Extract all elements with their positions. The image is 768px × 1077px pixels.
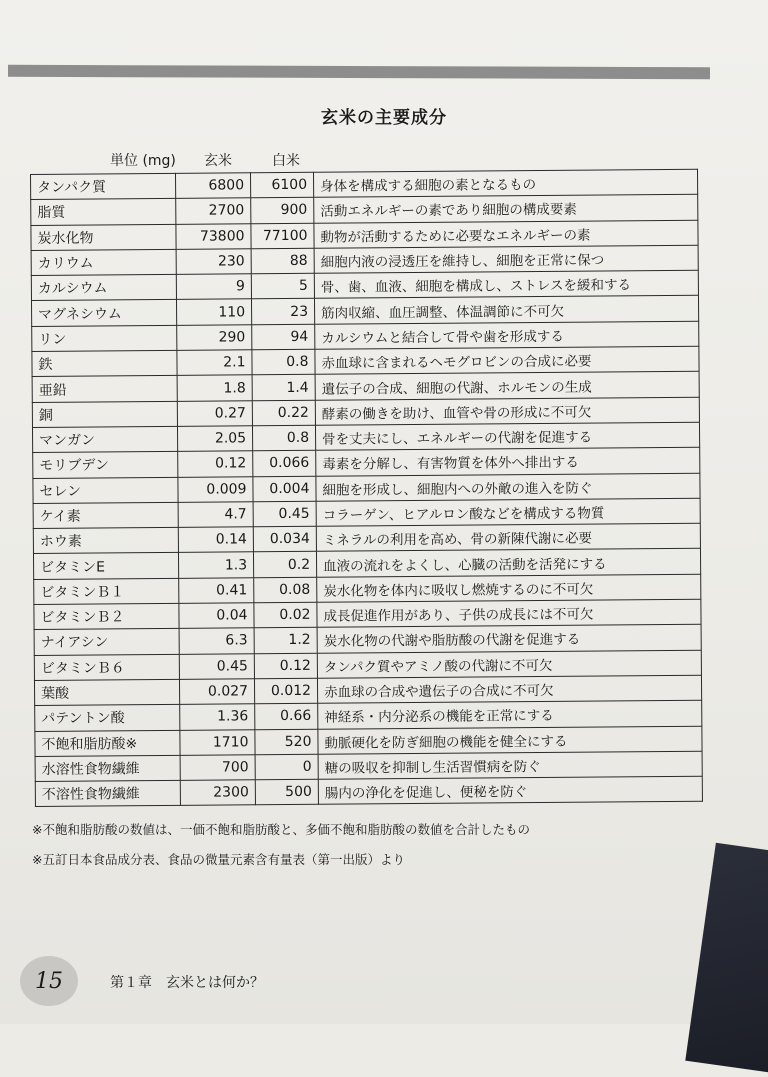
white-rice-value: 0.45 <box>253 501 316 527</box>
background-fabric <box>685 843 768 1077</box>
nutrient-description: 炭水化物を体内に吸収し燃焼するのに不可欠 <box>317 574 701 602</box>
brown-rice-value: 73800 <box>176 223 251 249</box>
nutrient-description: 酵素の働きを助け、血管や骨の形成に不可欠 <box>315 397 699 425</box>
nutrient-description: 身体を構成する細胞の素となるもの <box>313 169 697 197</box>
brown-rice-value: 1.36 <box>180 704 255 730</box>
nutrient-name: ビタミンE <box>33 553 178 579</box>
nutrient-name: モリブデン <box>33 452 178 478</box>
nutrient-table <box>30 169 703 808</box>
nutrient-name: ケイ素 <box>33 502 178 528</box>
nutrient-name: カリウム <box>31 249 176 275</box>
nutrient-description: 成長促進作用があり、子供の成長には不可欠 <box>317 599 701 627</box>
brown-rice-value: 6800 <box>175 173 250 199</box>
white-rice-value: 6100 <box>250 172 313 198</box>
page-number <box>20 956 78 1006</box>
brown-rice-value: 2.05 <box>177 426 252 452</box>
nutrient-description: 細胞内液の浸透圧を維持し、細胞を正常に保つ <box>314 245 698 273</box>
brown-rice-value: 1710 <box>180 729 255 755</box>
brown-rice-value: 230 <box>176 249 251 275</box>
nutrient-description: 糖の吸収を抑制し生活習慣病を防ぐ <box>318 751 702 779</box>
nutrient-name: ビタミンＢ１ <box>34 578 179 604</box>
nutrient-description: カルシウムと結合して骨や歯を形成する <box>315 321 699 349</box>
brown-rice-value: 0.41 <box>179 578 254 604</box>
brown-rice-value: 0.12 <box>178 451 253 477</box>
nutrient-name: 鉄 <box>32 350 177 376</box>
nutrient-name: ナイアシン <box>34 629 179 655</box>
white-rice-value: 0.2 <box>253 552 316 578</box>
white-rice-value: 0.66 <box>255 703 318 729</box>
white-rice-value: 23 <box>251 299 314 325</box>
nutrient-name: パテントン酸 <box>35 705 180 731</box>
brown-rice-value: 0.04 <box>179 603 254 629</box>
nutrient-description: コラーゲン、ヒアルロン酸などを構成する物質 <box>316 498 700 526</box>
brown-rice-value: 1.8 <box>177 375 252 401</box>
nutrient-description: ミネラルの利用を高め、骨の新陳代謝に必要 <box>316 523 700 551</box>
nutrient-description: タンパク質やアミノ酸の代謝に不可欠 <box>317 650 701 678</box>
nutrient-description: 腸内の浄化を促進し、便秘を防ぐ <box>318 776 702 804</box>
nutrient-name: マグネシウム <box>31 300 176 326</box>
white-rice-value: 0.004 <box>253 476 316 502</box>
nutrient-description: 毒素を分解し、有害物質を体外へ排出する <box>316 448 700 476</box>
brown-rice-value: 6.3 <box>179 628 254 654</box>
white-rice-value: 0.02 <box>254 602 317 628</box>
white-rice-value: 0.22 <box>252 400 315 426</box>
nutrient-description: 血液の流れをよくし、心臓の活動を活発にする <box>316 549 700 577</box>
white-rice-value: 0.12 <box>254 653 317 679</box>
white-rice-value: 900 <box>251 198 314 224</box>
nutrient-description: 動物が活動するために必要なエネルギーの素 <box>314 220 698 248</box>
white-rice-value: 5 <box>251 273 314 299</box>
white-rice-value: 0.034 <box>253 526 316 552</box>
nutrient-name: リン <box>32 325 177 351</box>
brown-rice-value: 2.1 <box>177 350 252 376</box>
nutrient-description: 遺伝子の合成、細胞の代謝、ホルモンの生成 <box>315 372 699 400</box>
brown-rice-value: 2300 <box>180 780 255 806</box>
nutrient-name: ビタミンＢ２ <box>34 603 179 629</box>
nutrient-name: 不溶性食物繊維 <box>35 780 180 806</box>
brown-rice-value: 0.14 <box>178 527 253 553</box>
brown-rice-value: 700 <box>180 755 255 781</box>
nutrient-description: 骨、歯、血液、細胞を構成し、ストレスを緩和する <box>314 270 698 298</box>
white-rice-value: 1.2 <box>254 628 317 654</box>
white-rice-value: 94 <box>252 324 315 350</box>
nutrient-name: 亜鉛 <box>32 376 177 402</box>
brown-rice-value: 0.027 <box>179 679 254 705</box>
white-rice-value: 88 <box>251 248 314 274</box>
nutrient-description: 筋肉収縮、血圧調整、体温調節に不可欠 <box>314 296 698 324</box>
brown-rice-value: 0.45 <box>179 653 254 679</box>
brown-rice-value: 290 <box>177 325 252 351</box>
brown-rice-value: 0.009 <box>178 476 253 502</box>
nutrient-name: 葉酸 <box>34 679 179 705</box>
white-rice-value: 0.08 <box>254 577 317 603</box>
brown-rice-value: 1.3 <box>178 552 253 578</box>
nutrient-description: 炭水化物の代謝や脂肪酸の代謝を促進する <box>317 625 701 653</box>
footnote-fatty-acid: ※不飽和脂肪酸の数値は、一価不飽和脂肪酸と、多価不飽和脂肪酸の数値を合計したもの <box>32 822 530 837</box>
nutrient-name: タンパク質 <box>31 173 176 199</box>
nutrient-description: 赤血球の合成や遺伝子の合成に不可欠 <box>317 675 701 703</box>
page-number-text: 15 <box>35 968 63 994</box>
nutrient-description: 赤血球に含まれるヘモグロビンの合成に必要 <box>315 346 699 374</box>
white-rice-value: 77100 <box>251 223 314 249</box>
brown-rice-header: 玄米 <box>204 153 232 169</box>
brown-rice-value: 9 <box>176 274 251 300</box>
unit-label: 単位 (mg) <box>110 153 176 169</box>
nutrient-description: 動脈硬化を防ぎ細胞の機能を健全にする <box>318 726 702 754</box>
nutrient-description: 骨を丈夫にし、エネルギーの代謝を促進する <box>315 422 699 450</box>
white-rice-value: 0.8 <box>252 349 315 375</box>
nutrient-name: カルシウム <box>31 275 176 301</box>
brown-rice-value: 110 <box>176 299 251 325</box>
white-rice-value: 0.8 <box>252 425 315 451</box>
brown-rice-value: 2700 <box>176 198 251 224</box>
white-rice-value: 0 <box>255 754 318 780</box>
brown-rice-value: 0.27 <box>177 400 252 426</box>
white-rice-value: 0.012 <box>254 678 317 704</box>
nutrient-name: 水溶性食物繊維 <box>35 755 180 781</box>
white-rice-value: 1.4 <box>252 375 315 401</box>
nutrient-description: 細胞を形成し、細胞内への外敵の進入を防ぐ <box>316 473 700 501</box>
nutrient-name: 脂質 <box>31 199 176 225</box>
header-rule <box>8 65 710 79</box>
nutrient-name: ホウ素 <box>33 528 178 554</box>
footnote-source: ※五訂日本食品成分表、食品の微量元素含有量表（第一出版）より <box>32 852 405 867</box>
white-rice-value: 500 <box>255 779 318 805</box>
nutrient-description: 神経系・内分泌系の機能を正常にする <box>318 700 702 728</box>
nutrient-name: マンガン <box>32 426 177 452</box>
white-rice-header: 白米 <box>272 153 300 169</box>
page-title: 玄米の主要成分 <box>321 108 447 128</box>
nutrient-name: 炭水化物 <box>31 224 176 250</box>
white-rice-value: 0.066 <box>253 451 316 477</box>
white-rice-value: 520 <box>255 729 318 755</box>
table-row <box>35 776 702 807</box>
nutrient-name: 不飽和脂肪酸※ <box>35 730 180 756</box>
brown-rice-value: 4.7 <box>178 502 253 528</box>
nutrient-description: 活動エネルギーの素であり細胞の構成要素 <box>314 195 698 223</box>
nutrient-name: セレン <box>33 477 178 503</box>
chapter-title: 第１章 玄米とは何か？ <box>110 975 264 991</box>
nutrient-name: ビタミンＢ６ <box>34 654 179 680</box>
nutrient-name: 銅 <box>32 401 177 427</box>
